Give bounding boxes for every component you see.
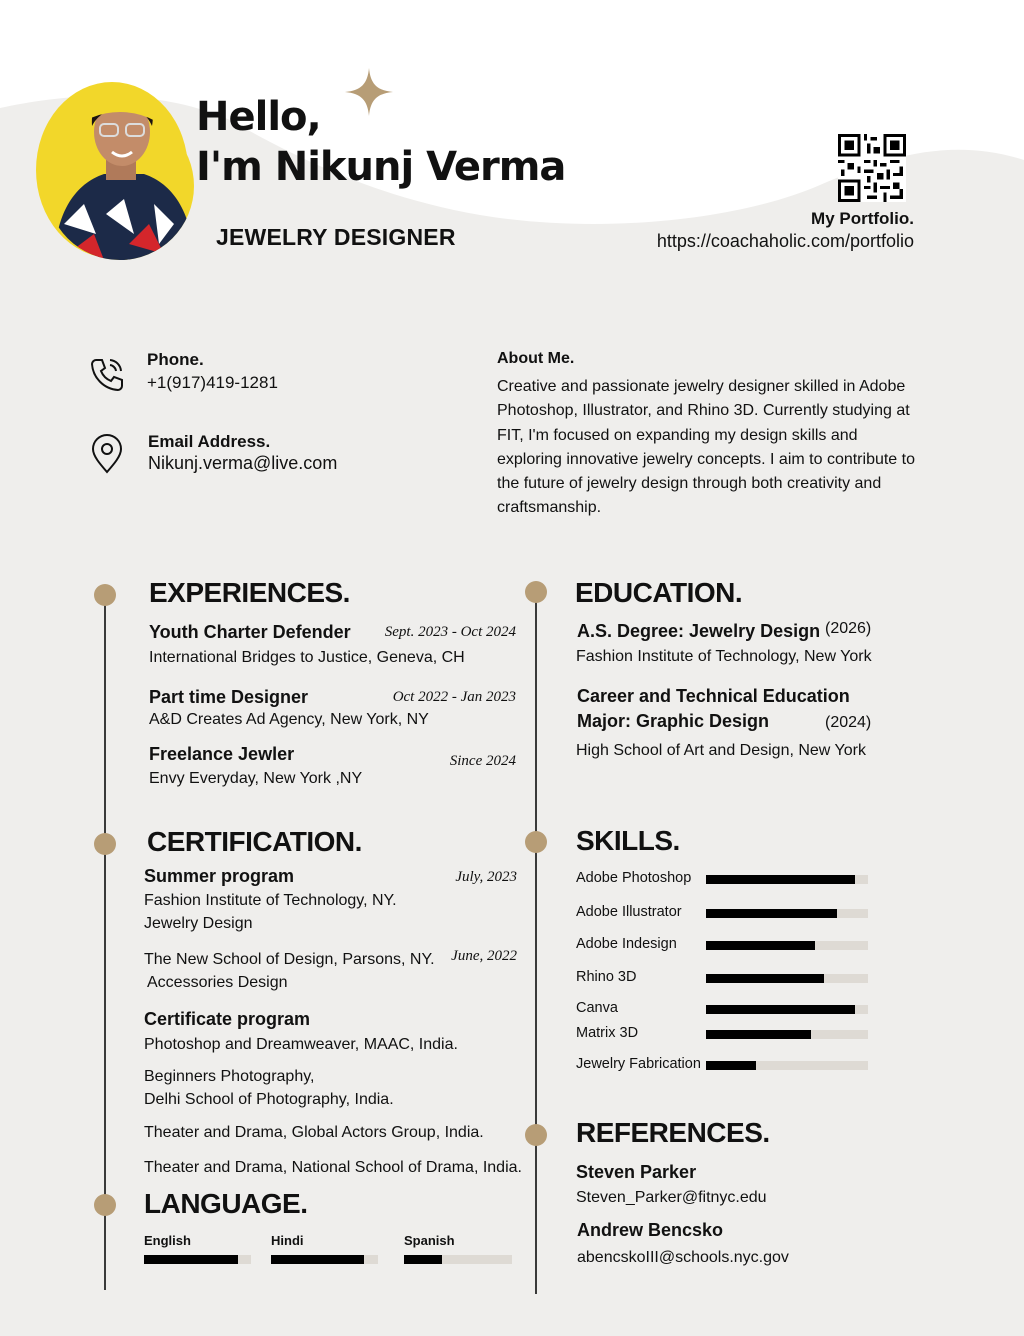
education-degree: A.S. Degree: Jewelry Design bbox=[577, 621, 821, 641]
skill-name: Canva bbox=[576, 1000, 618, 1016]
timeline-dot bbox=[94, 1194, 116, 1216]
language-bar-fill bbox=[144, 1255, 238, 1264]
experience-org: Envy Everyday, New York ,NY bbox=[149, 770, 363, 787]
skill-name: Matrix 3D bbox=[576, 1025, 639, 1041]
certification-date: July, 2023 bbox=[455, 869, 517, 885]
education-school: High School of Art and Design, New York bbox=[576, 742, 866, 759]
skill-bar bbox=[706, 1005, 868, 1014]
language-bar-fill bbox=[271, 1255, 364, 1264]
certification-heading: CERTIFICATION. bbox=[147, 826, 362, 857]
skill-bar bbox=[706, 909, 868, 918]
experience-title: Youth Charter Defender bbox=[149, 622, 351, 642]
reference-email[interactable]: Steven_Parker@fitnyc.edu bbox=[576, 1189, 767, 1206]
portfolio-label: My Portfolio. bbox=[811, 209, 914, 228]
skill-name: Adobe Photoshop bbox=[576, 870, 692, 886]
certification-line: The New School of Design, Parsons, NY. bbox=[144, 951, 435, 968]
about-title: About Me. bbox=[497, 350, 575, 367]
reference-email[interactable]: abencskoIII@schools.nyc.gov bbox=[577, 1249, 789, 1266]
timeline-dot bbox=[94, 833, 116, 855]
skill-bar-fill bbox=[706, 974, 824, 983]
certification-line: Fashion Institute of Technology, NY. bbox=[144, 892, 397, 909]
qr-code-icon[interactable] bbox=[838, 134, 906, 202]
certification-line: Photoshop and Dreamweaver, MAAC, India. bbox=[144, 1036, 458, 1053]
education-heading: EDUCATION. bbox=[575, 577, 743, 608]
avatar bbox=[34, 74, 204, 260]
skill-bar-fill bbox=[706, 1005, 855, 1014]
job-title: JEWELRY DESIGNER bbox=[216, 224, 456, 250]
experience-org: A&D Creates Ad Agency, New York, NY bbox=[149, 711, 429, 728]
experience-date: Oct 2022 - Jan 2023 bbox=[392, 689, 516, 705]
certificate-program-title: Certificate program bbox=[144, 1009, 311, 1029]
phone-label: Phone. bbox=[147, 350, 204, 369]
education-year: (2026) bbox=[825, 620, 872, 637]
skill-bar bbox=[706, 875, 868, 884]
skill-bar bbox=[706, 1030, 868, 1039]
certification-line: Theater and Drama, Global Actors Group, India. bbox=[144, 1124, 484, 1141]
education-year: (2024) bbox=[825, 714, 872, 731]
skill-name: Adobe Indesign bbox=[576, 936, 677, 952]
certification-date: June, 2022 bbox=[451, 948, 517, 964]
email-label: Email Address. bbox=[148, 432, 271, 451]
experience-org: International Bridges to Justice, Geneva, CH bbox=[149, 649, 465, 666]
language-heading: LANGUAGE. bbox=[144, 1188, 308, 1219]
portfolio-link[interactable]: https://coachaholic.com/portfolio bbox=[656, 231, 914, 251]
references-heading: REFERENCES. bbox=[576, 1117, 770, 1148]
experience-date: Since 2024 bbox=[449, 753, 516, 769]
language-name: Hindi bbox=[271, 1233, 304, 1248]
reference-name: Andrew Bencsko bbox=[577, 1220, 724, 1240]
full-name: I'm Nikunj Verma bbox=[196, 144, 566, 190]
language-name: Spanish bbox=[404, 1233, 455, 1248]
language-bar bbox=[271, 1255, 378, 1264]
language-bar bbox=[144, 1255, 251, 1264]
timeline-dot bbox=[525, 831, 547, 853]
skill-bar bbox=[706, 974, 868, 983]
skill-name: Adobe Illustrator bbox=[576, 904, 682, 920]
skill-bar bbox=[706, 1061, 868, 1070]
experiences-heading: EXPERIENCES. bbox=[149, 577, 350, 608]
certification-line: Jewelry Design bbox=[144, 915, 253, 932]
timeline-dot bbox=[94, 584, 116, 606]
skill-bar-fill bbox=[706, 941, 815, 950]
location-pin-icon bbox=[90, 434, 124, 474]
phone-value: +1(917)419-1281 bbox=[147, 373, 278, 392]
timeline-dot bbox=[525, 581, 547, 603]
skill-name: Jewelry Fabrication bbox=[576, 1056, 701, 1072]
experience-title: Freelance Jewler bbox=[149, 744, 295, 764]
email-value[interactable]: Nikunj.verma@live.com bbox=[148, 453, 338, 473]
skill-bar-fill bbox=[706, 1061, 756, 1070]
certification-line: Theater and Drama, National School of Drama, India. bbox=[144, 1159, 522, 1176]
timeline-right bbox=[535, 592, 537, 1294]
skill-bar-fill bbox=[706, 909, 837, 918]
skill-bar bbox=[706, 941, 868, 950]
skill-bar-fill bbox=[706, 1030, 811, 1039]
timeline-dot bbox=[525, 1124, 547, 1146]
summer-program-title: Summer program bbox=[144, 866, 295, 886]
reference-name: Steven Parker bbox=[576, 1162, 697, 1182]
timeline-left bbox=[104, 595, 106, 1290]
education-degree-line1: Career and Technical Education bbox=[577, 686, 850, 706]
experience-date: Sept. 2023 - Oct 2024 bbox=[384, 624, 516, 640]
greeting: Hello, bbox=[196, 94, 321, 140]
language-name: English bbox=[144, 1233, 191, 1248]
language-bar-fill bbox=[404, 1255, 442, 1264]
about-text: Creative and passionate jewelry designer skilled in Adobe Photoshop, Illustrator, and Rhino 3D. Currently studying at FIT, I'm focused on expanding my design skills and exploring innovative jewelry concepts. I aim to contribute to the future of jewelry design through both creativity and craftsmanship. bbox=[497, 378, 915, 517]
certification-line: Beginners Photography, bbox=[144, 1068, 315, 1085]
education-school: Fashion Institute of Technology, New York bbox=[576, 648, 872, 665]
language-bar bbox=[404, 1255, 512, 1264]
experience-title: Part time Designer bbox=[149, 687, 309, 707]
skills-heading: SKILLS. bbox=[576, 825, 680, 856]
page-title bbox=[196, 92, 565, 192]
certification-line: Accessories Design bbox=[147, 974, 288, 991]
phone-icon bbox=[88, 355, 126, 393]
certification-line: Delhi School of Photography, India. bbox=[144, 1091, 394, 1108]
education-degree-line2: Major: Graphic Design bbox=[577, 711, 770, 731]
skill-name: Rhino 3D bbox=[576, 969, 637, 985]
skill-bar-fill bbox=[706, 875, 855, 884]
